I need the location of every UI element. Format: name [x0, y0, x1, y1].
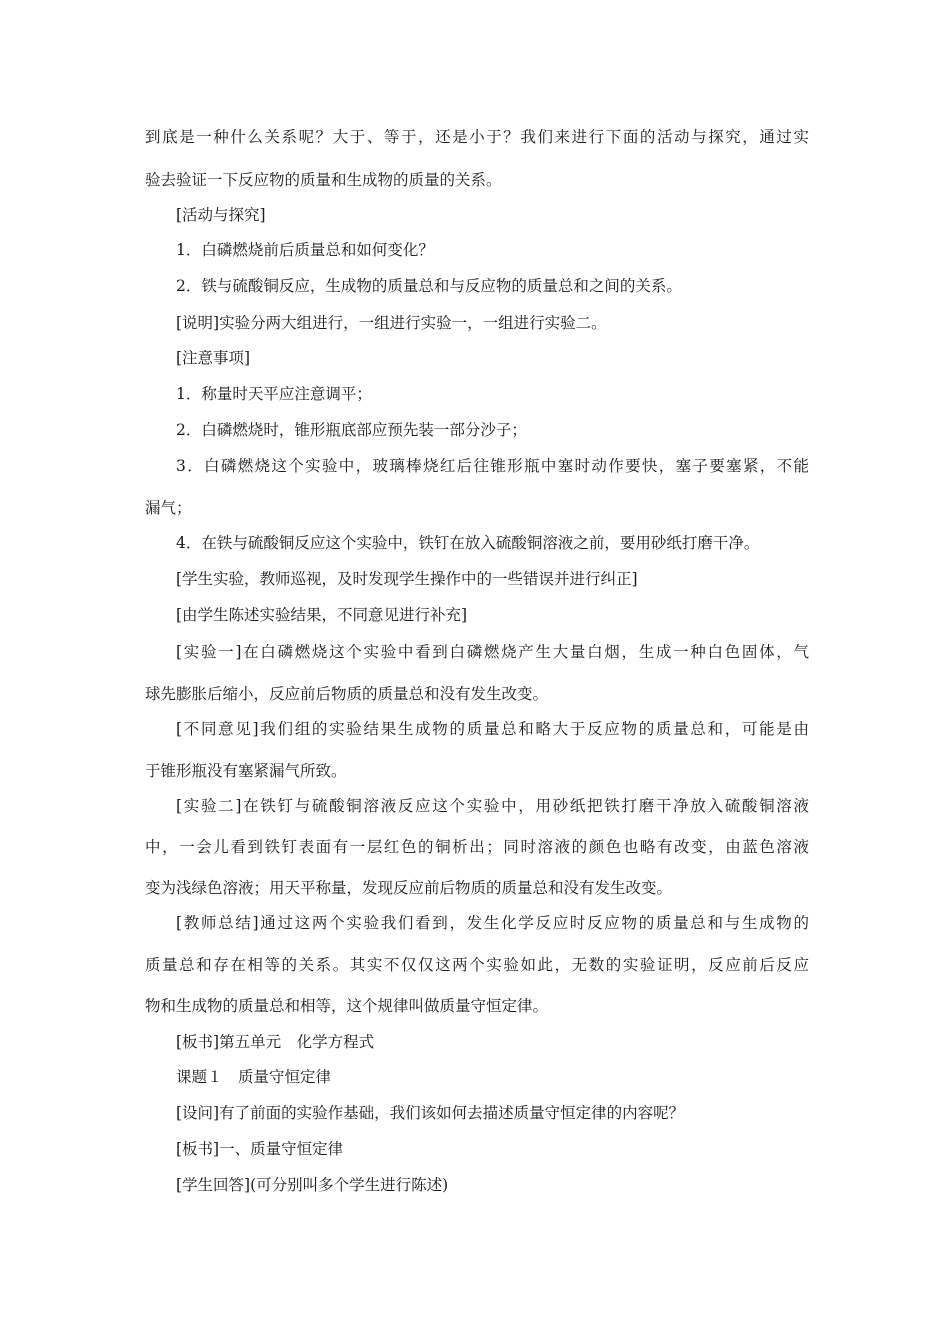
text-line: 质量总和存在相等的关系。其实不仅仅这两个实验如此，无数的实验证明，反应前后反应: [145, 956, 809, 974]
text-line: 课题１ 质量守恒定律: [176, 1068, 332, 1086]
text-line: [设问]有了前面的实验作基础，我们该如何去描述质量守恒定律的内容呢？: [176, 1104, 685, 1122]
text-line: [学生实验，教师巡视，及时发现学生操作中的一些错误并进行纠正]: [176, 570, 638, 588]
section-heading: [注意事项]: [176, 349, 251, 367]
text-line: [由学生陈述实验结果，不同意见进行补充]: [176, 606, 468, 624]
list-item: 4．在铁与硫酸铜反应这个实验中，铁钉在放入硫酸铜溶液之前，要用砂纸打磨干净。: [176, 534, 760, 552]
text-line: [板书]第五单元 化学方程式: [176, 1033, 375, 1051]
text-line: [板书]一、质量守恒定律: [176, 1140, 344, 1158]
section-heading: [活动与探究]: [176, 206, 266, 224]
list-item: 2．白磷燃烧时，锥形瓶底部应预先装一部分沙子；: [176, 421, 527, 439]
text-line: 物和生成物的质量总和相等，这个规律叫做质量守恒定律。: [145, 997, 549, 1015]
text-line: 球先膨胀后缩小，反应前后物质的质量总和没有发生改变。: [145, 685, 549, 703]
text-line: 验去验证一下反应物的质量和生成物的质量的关系。: [145, 171, 502, 189]
text-line: [实验二]在铁钉与硫酸铜溶液反应这个实验中，用砂纸把铁打磨干净放入硫酸铜溶液: [176, 797, 809, 815]
text-line: [教师总结]通过这两个实验我们看到，发生化学反应时反应物的质量总和与生成物的: [176, 914, 809, 932]
text-line: 到底是一种什么关系呢？大于、等于，还是小于？我们来进行下面的活动与探究，通过实: [145, 128, 809, 146]
text-line: [学生回答](可分别叫多个学生进行陈述): [176, 1176, 449, 1194]
text-line: 于锥形瓶没有塞紧漏气所致。: [145, 762, 347, 780]
text-line: [不同意见]我们组的实验结果生成物的质量总和略大于反应物的质量总和，可能是由: [176, 720, 809, 738]
text-line: 中，一会儿看到铁钉表面有一层红色的铜析出；同时溶液的颜色也略有改变，由蓝色溶液: [145, 838, 809, 856]
list-item: 3．白磷燃烧这个实验中，玻璃棒烧红后往锥形瓶中塞时动作要快，塞子要塞紧，不能: [176, 457, 809, 475]
text-line: [实验一]在白磷燃烧这个实验中看到白磷燃烧产生大量白烟，生成一种白色固体，气: [176, 643, 809, 661]
text-line: [说明]实验分两大组进行，一组进行实验一，一组进行实验二。: [176, 314, 607, 332]
list-item: 1．称量时天平应注意调平；: [176, 385, 372, 403]
list-item: 1．白磷燃烧前后质量总和如何变化？: [176, 241, 434, 259]
list-item: 2．铁与硫酸铜反应，生成物的质量总和与反应物的质量总和之间的关系。: [176, 277, 682, 295]
text-line: 漏气；: [145, 499, 192, 517]
text-line: 变为浅绿色溶液；用天平称量，发现反应前后物质的质量总和没有发生改变。: [145, 879, 673, 897]
